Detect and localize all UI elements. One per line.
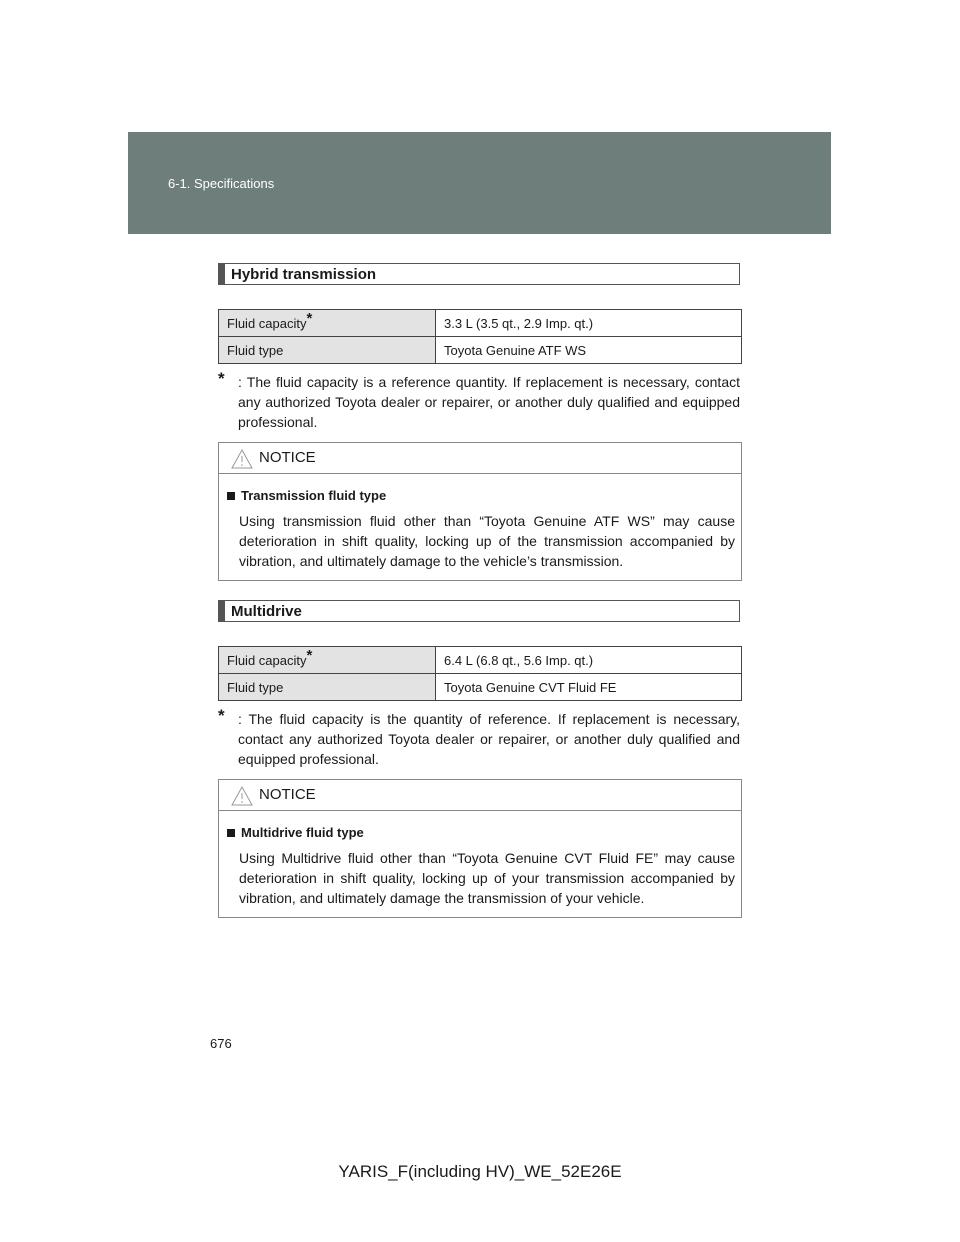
asterisk-mark: * [306,309,313,327]
square-bullet-icon [227,492,235,500]
spec-label: Fluid capacity* [219,310,436,337]
footer-model-code: YARIS_F(including HV)_WE_52E26E [338,1162,622,1181]
notice-header [219,780,741,811]
footnote-asterisk: * [218,706,225,725]
notice-box-transmission [218,442,742,581]
multidrive-footnote [218,706,740,769]
section-title-multidrive [218,600,740,622]
notice-body [219,474,741,583]
notice-header [219,443,741,474]
footnote-text: : The fluid capacity is a reference quantity. If replacement is necessary, contact any authorized Toyota dealer or repairer, or another duly qualified and equipped professional. [238,374,740,430]
notice-item-title [227,488,735,503]
section-title-hybrid [218,263,740,285]
footnote-text: : The fluid capacity is the quantity of reference. If replacement is necessary, contact any authorized Toyota dealer or repairer, or another duly qualified and equipped professional. [238,711,740,767]
asterisk-mark: * [306,646,313,664]
notice-item-title-text: Multidrive fluid type [241,825,364,840]
table-row [219,647,742,674]
spec-label: Fluid capacity* [219,647,436,674]
notice-item-text: Using Multidrive fluid other than “Toyota Genuine CVT Fluid FE” may cause deterioration in shift quality, locking up of your transmission accompanied by vibration, and ultimately damage the transmission of your vehicle. [239,850,735,906]
notice-label: NOTICE [259,449,316,466]
notice-item-title [227,825,735,840]
section-breadcrumb: 6-1. Specifications [168,176,275,191]
hybrid-spec-table [218,309,742,364]
section-marker [219,264,225,284]
spec-value: 6.4 L (6.8 qt., 5.6 Imp. qt.) [436,647,742,674]
hybrid-footnote [218,369,740,432]
notice-item-title-text: Transmission fluid type [241,488,387,503]
table-row [219,674,742,701]
spec-value: 3.3 L (3.5 qt., 2.9 Imp. qt.) [436,310,742,337]
section-marker [219,601,225,621]
spec-value: Toyota Genuine CVT Fluid FE [436,674,742,701]
notice-label: NOTICE [259,786,316,803]
warning-triangle-icon [231,449,253,469]
table-row [219,337,742,364]
spec-value: Toyota Genuine ATF WS [436,337,742,364]
section-title-text: Multidrive [231,603,302,620]
notice-box-multidrive [218,779,742,918]
footnote-asterisk: * [218,369,225,388]
notice-item-text: Using transmission fluid other than “Toyota Genuine ATF WS” may cause deterioration in shift quality, locking up of the transmission accompanied by vibration, and ultimately damage to the vehicle’s transmission. [239,513,735,569]
table-row [219,310,742,337]
header-band [128,132,831,234]
notice-body [219,811,741,920]
spec-label: Fluid type [219,674,436,701]
warning-triangle-icon [231,786,253,806]
section-title-text: Hybrid transmission [231,266,377,283]
spec-label: Fluid type [219,337,436,364]
multidrive-spec-table [218,646,742,701]
page-number: 676 [210,1036,232,1051]
square-bullet-icon [227,829,235,837]
